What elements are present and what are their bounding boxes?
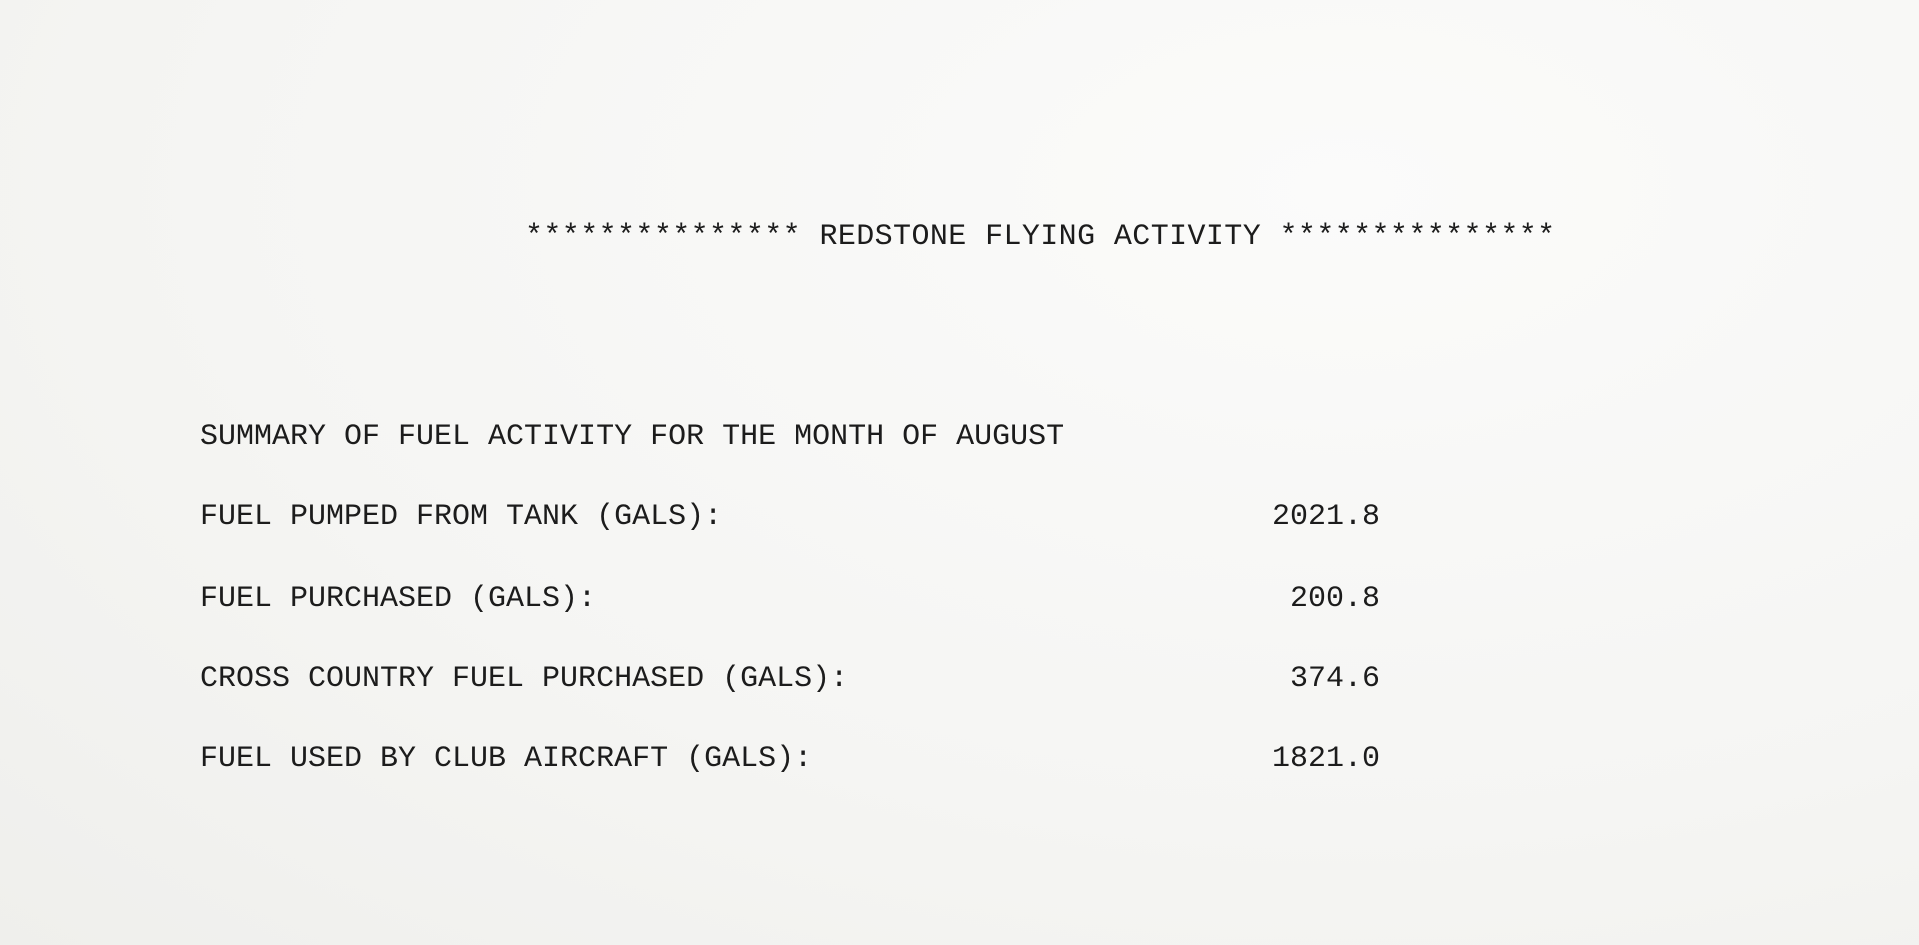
fuel-row-label: FUEL PURCHASED (GALS): bbox=[200, 582, 597, 616]
fuel-row-value: 1821.0 bbox=[1271, 742, 1380, 776]
fuel-row-purchased bbox=[200, 582, 1380, 622]
fuel-row-cross-country bbox=[200, 662, 1380, 702]
fuel-row-pumped bbox=[200, 500, 1380, 540]
fuel-row-value: 374.6 bbox=[1289, 662, 1380, 696]
fuel-row-club-aircraft bbox=[200, 742, 1380, 782]
fuel-row-label: FUEL PUMPED FROM TANK (GALS): bbox=[200, 500, 723, 534]
fuel-row-value: 2021.8 bbox=[1271, 500, 1380, 534]
report-title: *************** REDSTONE FLYING ACTIVITY *************** bbox=[525, 220, 1556, 254]
summary-heading: SUMMARY OF FUEL ACTIVITY FOR THE MONTH OF AUGUST bbox=[200, 420, 1065, 454]
fuel-row-label: FUEL USED BY CLUB AIRCRAFT (GALS): bbox=[200, 742, 813, 776]
fuel-row-label: CROSS COUNTRY FUEL PURCHASED (GALS): bbox=[200, 662, 849, 696]
fuel-row-value: 200.8 bbox=[1289, 582, 1380, 616]
